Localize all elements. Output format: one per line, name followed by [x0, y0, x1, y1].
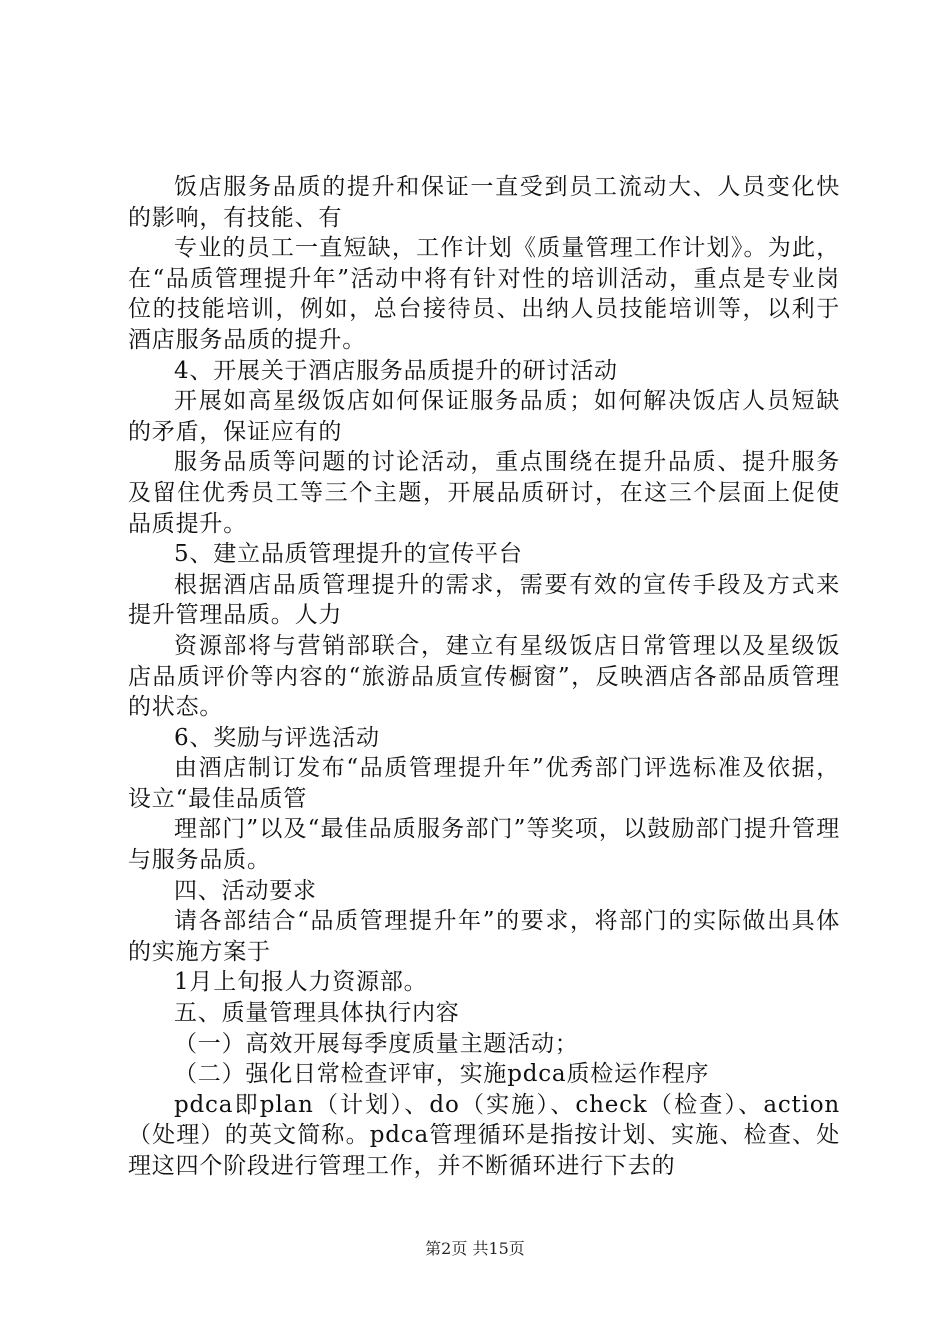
- paragraph: pdca即plan（计划）、do（实施）、check（检查）、action（处理）的英文简称。pdca管理循环是指按计划、实施、检查、处理这四个阶段进行管理工作，并不断循环进行下去的: [128, 1091, 840, 1179]
- paragraph: 请各部结合“品质管理提升年”的要求，将部门的实际做出具体的实施方案于: [128, 908, 840, 965]
- paragraph: 1月上旬报人力资源部。: [174, 969, 428, 996]
- paragraph: 根据酒店品质管理提升的需求，需要有效的宣传手段及方式来提升管理品质。人力: [128, 571, 840, 629]
- section-heading: 4、开展关于酒店服务品质提升的研讨活动: [174, 357, 618, 384]
- list-item: （一）高效开展每季度质量主题活动；: [174, 1030, 579, 1057]
- paragraph: 饭店服务品质的提升和保证一直受到员工流动大、人员变化快的影响，有技能、有: [128, 174, 840, 231]
- page-footer: 第2页 共15页: [425, 1239, 525, 1258]
- paragraph: 由酒店制订发布“品质管理提升年”优秀部门评选标准及依据，设立“最佳品质管: [128, 755, 840, 812]
- paragraph: 资源部将与营销部联合，建立有星级饭店日常管理以及星级饭店品质评价等内容的“旅游品质宣传橱窗”，反映酒店各部品质管理的状态。: [128, 632, 840, 721]
- section-heading: 5、建立品质管理提升的宣传平台: [174, 541, 523, 568]
- paragraph: 开展如高星级饭店如何保证服务品质；如何解决饭店人员短缺的矛盾，保证应有的: [128, 388, 840, 445]
- paragraph: 服务品质等问题的讨论活动，重点围绕在提升品质、提升服务及留住优秀员工等三个主题，开展品质研讨，在这三个层面上促使品质提升。: [128, 449, 840, 537]
- paragraph: 理部门”以及“最佳品质服务部门”等奖项，以鼓励部门提升管理与服务品质。: [128, 816, 840, 874]
- section-heading: 五、质量管理具体执行内容: [174, 1000, 460, 1027]
- list-item: （二）强化日常检查评审，实施pdca质检运作程序: [174, 1061, 710, 1088]
- section-heading: 6、奖励与评选活动: [174, 724, 380, 751]
- document-body: [128, 172, 840, 1182]
- section-heading: 四、活动要求: [174, 877, 317, 904]
- paragraph: 专业的员工一直短缺，工作计划《质量管理工作计划》。为此，在“品质管理提升年”活动中将有针对性的培训活动，重点是专业岗位的技能培训，例如，总台接待员、出纳人员技能培训等，以利于酒店服务品质的提升。: [128, 235, 840, 353]
